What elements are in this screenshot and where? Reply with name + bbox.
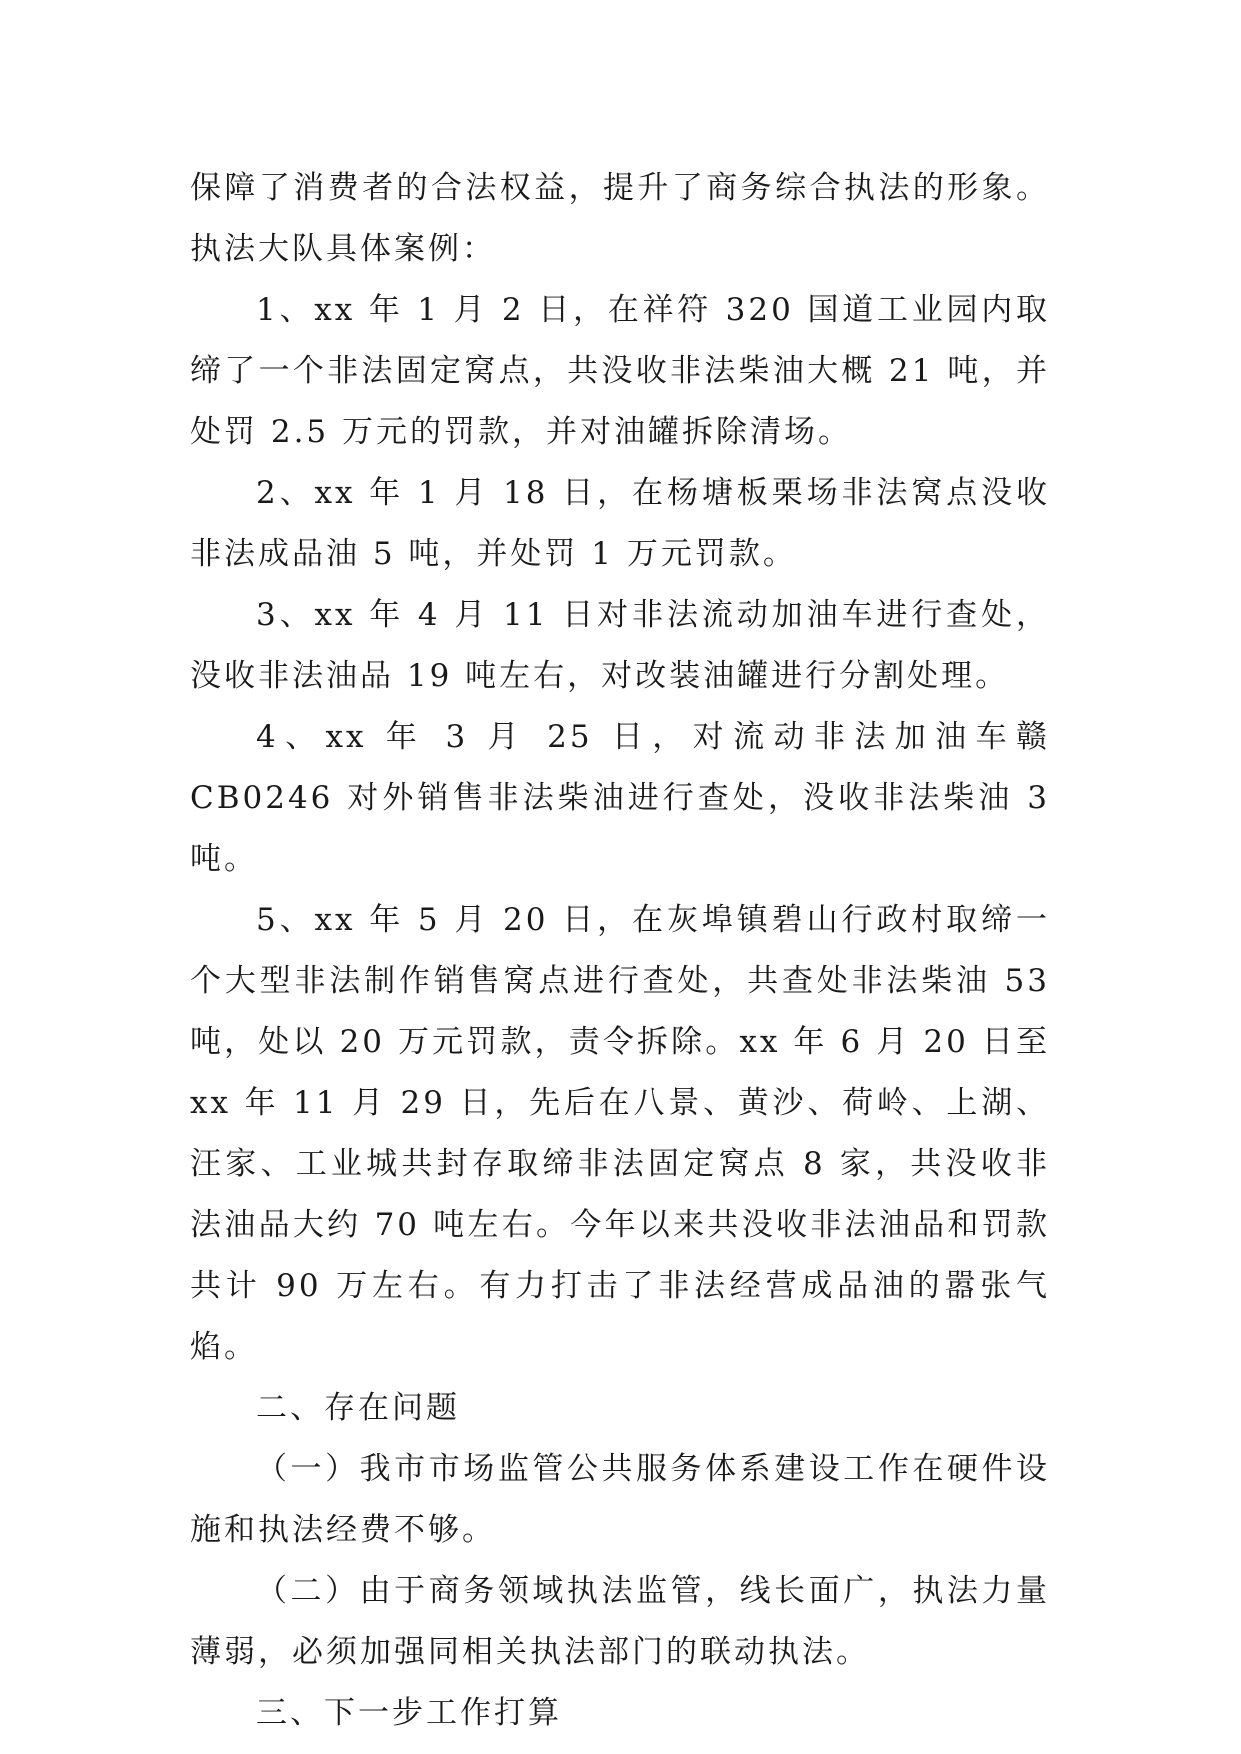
intro-paragraph: 保障了消费者的合法权益，提升了商务综合执法的形象。执法大队具体案例：	[190, 170, 1050, 267]
case-item-3: 3、xx 年 4 月 11 日对非法流动加油车进行查处，没收非法油品 19 吨左右，对改装油罐进行分割处理。	[190, 597, 1050, 694]
case-item-1: 1、xx 年 1 月 2 日，在祥符 320 国道工业园内取缔了一个非法固定窝点，共没收非法柴油大概 21 吨，并处罚 2.5 万元的罚款，并对油罐拆除清场。	[190, 292, 1050, 450]
document-body	[190, 158, 1050, 1744]
case-item-4: 4、xx 年 3 月 25 日，对流动非法加油车赣 CB0246 对外销售非法柴油进行查处，没收非法柴油 3 吨。	[190, 719, 1050, 877]
case-item-5: 5、xx 年 5 月 20 日，在灰埠镇碧山行政村取缔一个大型非法制作销售窝点进行查处，共查处非法柴油 53 吨，处以 20 万元罚款，责令拆除。xx 年 6 月 20 日至 xx 年 11 月 29 日，先后在八景、黄沙、荷岭、上湖、汪家、工业城共封存取缔非法固定窝点 8 家，共没收非法油品大约 70 吨左右。今年以来共没收非法油品和罚款共计 90 万左右。有力打击了非法经营成品油的嚣张气焰。	[190, 902, 1050, 1365]
section-heading-next-steps: 三、下一步工作打算	[256, 1695, 562, 1731]
problem-item-2: （二）由于商务领域执法监管，线长面广，执法力量薄弱，必须加强同相关执法部门的联动执法。	[190, 1573, 1050, 1670]
problem-item-1: （一）我市市场监管公共服务体系建设工作在硬件设施和执法经费不够。	[190, 1451, 1050, 1548]
section-heading-problems: 二、存在问题	[256, 1390, 460, 1426]
case-item-2: 2、xx 年 1 月 18 日，在杨塘板栗场非法窝点没收非法成品油 5 吨，并处罚 1 万元罚款。	[190, 475, 1050, 572]
